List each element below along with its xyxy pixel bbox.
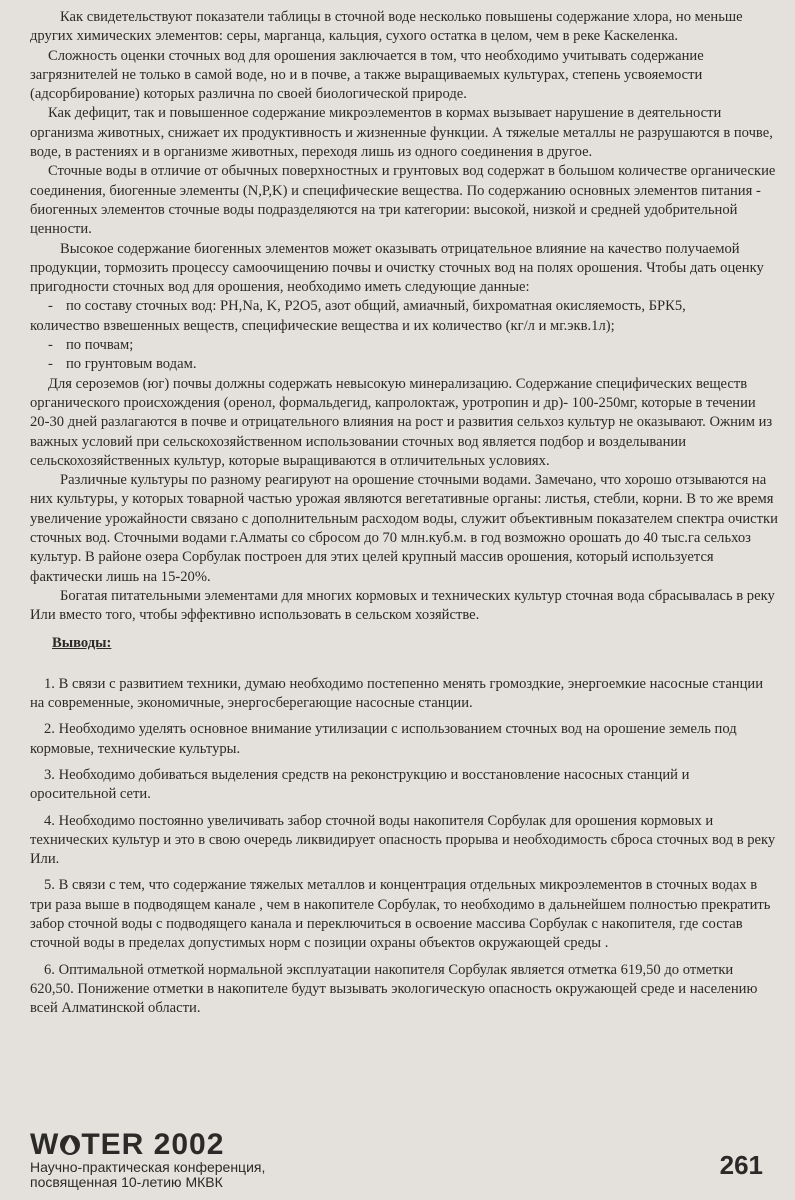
paragraph-6: Для сероземов (юг) почвы должны содержать невысокую минерализацию. Содержание специфических веществ органического происхождения (оренол, формальдегид, капролоктаж, уротропин и др)- 100-250мг, которые в течении 20-30 дней разлагаются в почве и отрицательного влияния на рост и развития сельхоз культур не оказывают. Ожним из важных условий при сельскохозяйственном использовании сточных вод является подбор и возделывании сельскохозяйственных культур, которые выращиваются в отличительных условиях.	[30, 375, 773, 469]
conference-line-2: посвященная 10-летию МКВК	[30, 1174, 223, 1190]
conference-caption	[30, 1160, 265, 1190]
logo-text: TER 2002	[81, 1128, 225, 1161]
body-text	[30, 8, 778, 1026]
page-number: 261	[719, 1150, 763, 1180]
paragraph-4: Сточные воды в отличие от обычных поверхностных и грунтовых вод содержат в большом количестве органические соединения, биогенные элементы (N,P,K) и специфические вещества. По содержанию основных элементов питания - биогенных элементов сточные воды подразделяются на три категории: высокой, низкой и средней удобрительной ценности.	[30, 163, 776, 238]
page-footer	[20, 1128, 775, 1198]
list-item-groundwater: - по грунтовым водам.	[30, 355, 778, 374]
paragraph-2: Сложность оценки сточных вод для орошения заключается в том, что необходимо учитывать содержание загрязнителей не только в самой воде, но и в почве, а также выращиваемых культурах, степень усвояемости (адсорбирование) которых различна по своей биологической природе.	[30, 47, 704, 103]
list-item-soils: - по почвам;	[30, 336, 778, 355]
list-item-composition: - по составу сточных вод: PH,Na, K, P2O5, азот общий, амиачный, бихроматная окисляемость, БРК5,	[30, 297, 778, 316]
paragraph-8: Богатая питательными элементами для многих кормовых и технических культур сточная вода сбрасывалась в реку Или вместо того, чтобы эффективно использовать в сельском хозяйстве.	[30, 587, 775, 624]
water-2002-logo	[30, 1128, 224, 1162]
conclusion-item-6: 6. Оптимальной отметкой нормальной эксплуатации накопителя Сорбулак является отметка 619,50 до отметки 620,50. Понижение отметки в накопителе будут вызывать экологическую опасность окружающей среде и населению всей Алматинской области.	[30, 961, 758, 1017]
paragraph-5: Высокое содержание биогенных элементов может оказывать отрицательное влияние на качество получаемой продукции, тормозить процессу самоочищению почвы и очистку сточных вод на полях орошения. Чтобы дать оценку пригодности сточных вод для орошения, необходимо иметь следующие данные:	[30, 240, 764, 296]
conclusion-item-2: 2. Необходимо уделять основное внимание утилизации с использованием сточных вод на орошение земель под кормовые, технические культуры.	[30, 721, 737, 757]
paragraph-7: Различные культуры по разному реагируют на орошение сточными водами. Замечано, что хорошо отзываются на них культуры, у которых товарной частью урожая являются вегетативные органы: листья, стебли, корни. В то же время увеличение урожайности связано с дополнительным расходом воды, служит объективным показателем спектра очистки сточных вод. Сточными водами г.Алматы со сбросом до 70 млн.куб.м. в год возможно орошать до 40 тыс.га сельхоз культур. В районе озера Сорбулак построен для этих целей крупный массив орошения, который используется фактически лишь на 15-20%.	[30, 472, 778, 585]
paragraph-1: Как свидетельствуют показатели таблицы в сточной воде несколько повышены содержание хлора, но меньше других химических элементов: серы, марганца, кальция, сухого остатка в целом, чем в реке Каскеленка.	[30, 9, 743, 45]
water-drop-icon	[59, 1131, 81, 1157]
paragraph-3: Как дефицит, так и повышенное содержание микроэлементов в кормах вызывает нарушение в деятельности организма животных, снижает их продуктивность и жизненные функции. А тяжелые металлы не разрушаются в почве, воде, в растениях и в организме животных, переходя лишь из одного соединения в другое.	[30, 105, 773, 161]
conclusion-item-1: 1. В связи с развитием техники, думаю необходимо постепенно менять громоздкие, энергоемкие насосные станции на современные, экономичные, энергосберегающие насосные станции.	[30, 675, 764, 712]
conclusion-item-4: 4. Необходимо постоянно увеличивать забор сточной воды накопителя Сорбулак для орошения кормовых и технических культур и это в свою очередь ликвидирует опасность прорыва и необходимость сброса сточных вод в реку Или.	[30, 812, 776, 868]
conclusion-item-5: 5. В связи с тем, что содержание тяжелых металлов и концентрация отдельных микроэлементов в сточных водах в три раза выше в подводящем канале , чем в накопителе Сорбулак, то необходимо в дальнейшем полностью прекратить забор сточной воды с подводящего канала и переключиться в освоение массива Сорбулак с накопителя, где состав сточной воды в пределах допустимых норм с позиции охраны объектов окружающей среды .	[30, 877, 771, 952]
logo-letter-w: W	[30, 1128, 60, 1161]
conclusion-item-3: 3. Необходимо добиваться выделения средств на реконструкцию и восстановление насосных станций и оросительной сети.	[30, 766, 690, 803]
list-item-composition-cont: количество взвешенных веществ, специфические вещества и их количество (кг/л и мг.экв.1л);	[30, 317, 615, 334]
conclusions-heading: Выводы:	[52, 634, 112, 651]
conference-line-1: Научно-практическая конференция,	[30, 1159, 266, 1175]
